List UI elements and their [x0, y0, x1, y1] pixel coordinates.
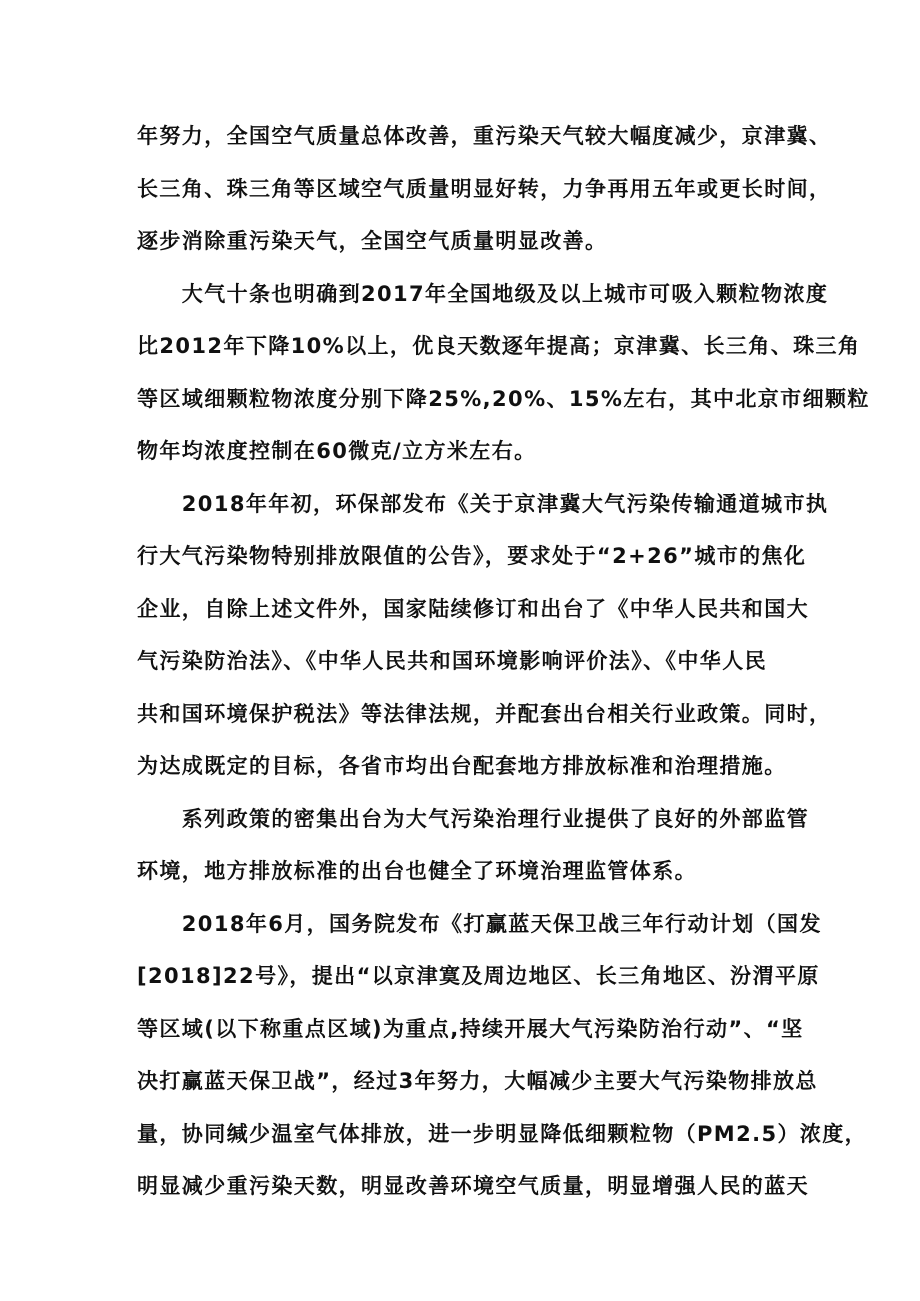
paragraph-2	[137, 268, 870, 478]
body-text	[137, 110, 870, 1213]
text-line: 长三角、珠三角等区域空气质量明显好转，力争再用五年或更长时间，	[137, 176, 832, 201]
text-line: [2018]22号》，提出“以京津寞及周边地区、长三角地区、汾渭平原	[137, 964, 820, 988]
text-line: 比2012年下降10%以上，优良天数逐年提高；京津冀、长三角、珠三角	[137, 334, 861, 358]
text-line: 等区域细颗粒物浓度分别下降25%,20%、15%左右，其中北京市细颗粒	[137, 386, 870, 411]
text-line: 企业，自除上述文件外，国家陆续修订和出台了《中华人民共和国大	[137, 596, 809, 621]
text-line: 气污染防治法》、《中华人民共和国环境影响评价法》、《中华人民	[137, 649, 767, 673]
text-line: 物年均浓度控制在60微克/立方米左右。	[137, 439, 537, 463]
text-line: 大气十条也明确到2017年全国地级及以上城市可吸入颗粒物浓度	[137, 281, 829, 306]
text-line: 年努力，全国空气质量总体改善，重污染天气较大幅度减少，京津冀、	[137, 124, 832, 148]
text-line: 环境，地方排放标准的出台也健全了环境治理监管体系。	[137, 859, 697, 883]
text-line: 决打赢蓝天保卫战”，经过3年努力，大幅减少主要大气污染物排放总	[137, 1069, 818, 1093]
text-line: 系列政策的密集出台为大气污染治理行业提供了良好的外部监管	[137, 806, 809, 831]
text-line: 等区域(以下称重点区域)为重点,持续开展大气污染防治行动”、“坚	[137, 1016, 804, 1041]
text-line: 共和国环境保护税法》等法律法规，并配套出台相关行业政策。同时，	[137, 701, 832, 726]
text-line: 逐步消除重污染天气，全国空气质量明显改善。	[137, 229, 608, 253]
text-line: 量，协同缄少温室气体排放，进一步明显降低细颗粒物（PM2.5）浓度，	[137, 1121, 868, 1146]
text-line: 行大气污染物特别排放限值的公告》，要求处于“2+26”城市的焦化	[137, 544, 807, 568]
text-line: 明显减少重污染天数，明显改善环境空气质量，明显增强人民的蓝天	[137, 1174, 809, 1198]
text-line: 2018年年初，环保部发布《关于京津冀大气污染传输通道城市执	[137, 491, 829, 516]
paragraph-1	[137, 110, 832, 268]
paragraph-4	[137, 793, 809, 898]
paragraph-3	[137, 478, 832, 793]
text-line: 2018年6月，国务院发布《打赢蓝天保卫战三年行动计划（国发	[137, 911, 822, 936]
paragraph-5	[137, 898, 868, 1213]
text-line: 为达成既定的目标，各省市均出台配套地方排放标准和治理措施。	[137, 754, 787, 778]
